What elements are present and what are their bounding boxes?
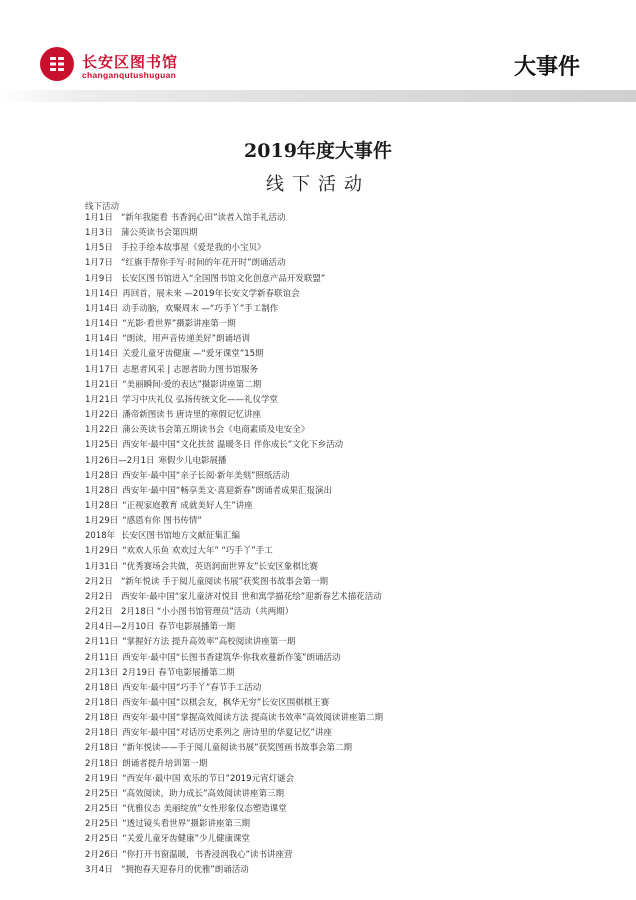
section-label: 大事件 <box>513 54 580 80</box>
event-item <box>85 605 555 620</box>
event-text: “新年我能看 书香润心田”读者入馆手礼活动 <box>121 213 286 223</box>
event-text: “欢欢人乐鱼 欢欢过大年” “巧手丫”手工 <box>122 546 273 557</box>
event-date: 2月13日 <box>85 667 119 678</box>
event-text: 西安年·最中国“掌握高效阅读方法 提高读书效率”高效阅读讲座第二期 <box>122 713 383 724</box>
event-item <box>85 681 555 696</box>
event-date: 2月18日 <box>85 743 119 754</box>
event-date: 2月18日 <box>85 728 119 739</box>
event-text: 2月18日 “小小图书馆管理员”活动（共两期） <box>121 607 294 618</box>
event-item <box>85 272 555 287</box>
event-item <box>85 741 555 756</box>
event-item <box>85 817 555 832</box>
event-item <box>85 544 555 559</box>
event-item <box>85 484 555 499</box>
event-date: 1月21日 <box>85 394 119 405</box>
event-item <box>85 560 555 575</box>
event-date: 1月14日 <box>85 288 119 299</box>
event-text: “新年悦读 手于阅儿童阅读书展”获奖图书故事会第一期 <box>121 576 329 587</box>
event-date: 2月18日 <box>85 698 119 708</box>
event-item <box>85 226 555 241</box>
event-item <box>85 393 555 408</box>
event-text: “新年悦读——手于阅儿童阅读书展”获奖图画书故事会第二期 <box>122 743 353 754</box>
event-item <box>85 635 555 650</box>
category-label: 线下活动 <box>85 202 120 212</box>
event-text: 学习中庆礼仪 弘扬传统文化——礼仪学堂 <box>122 394 278 405</box>
logo-text-pinyin: changanqutushuguan <box>82 70 177 80</box>
event-item <box>85 287 555 302</box>
event-item <box>85 256 555 271</box>
event-text: 关爱儿童牙齿健康 —“爱牙课堂”15期 <box>122 349 264 360</box>
event-item <box>85 347 555 362</box>
event-date: 1月29日 <box>85 516 119 527</box>
event-text: 志愿者风采 | 志愿者助力图书馆服务 <box>122 364 259 375</box>
event-list <box>85 211 555 878</box>
event-item <box>85 711 555 726</box>
event-date: 2月4日—2月10日 <box>85 622 155 633</box>
event-text: 朗诵者提升培训第一期 <box>122 758 208 769</box>
event-text: 春节电影展播第一期 <box>158 622 236 633</box>
event-item <box>85 575 555 590</box>
event-date: 2月18日 <box>85 758 119 769</box>
event-item <box>85 802 555 817</box>
event-item <box>85 241 555 256</box>
event-date: 1月3日 <box>85 228 113 239</box>
event-text: 西安年·最中国“亲子长阅·新年美刻”照纸活动 <box>122 470 290 481</box>
event-item <box>85 363 555 378</box>
event-text: 长安区图书馆进入“全国图书馆文化创意产品开发联盟” <box>121 273 326 284</box>
event-text: “光影·看世界”摄影讲座第一期 <box>122 319 236 330</box>
page-title: 2019年度大事件 <box>244 140 392 162</box>
event-item <box>85 438 555 453</box>
event-text: 手拉手绘本故事屋《爱是我的小宝贝》 <box>121 243 266 254</box>
event-date: 2月18日 <box>85 682 119 693</box>
logo-text-cn: 长安区图书馆 <box>82 53 179 71</box>
event-text: “你打开书窗温暖，书香浸润我心”读书讲座营 <box>122 849 293 860</box>
event-date: 2月19日 <box>85 773 119 784</box>
event-date: 2月25日 <box>85 804 119 815</box>
event-text: 2月19日 春节电影展播第二期 <box>122 667 235 678</box>
event-item <box>85 832 555 847</box>
event-date: 1月26日—2月1日 <box>85 455 155 466</box>
event-date: 1月28日 <box>85 485 119 496</box>
event-date: 1月17日 <box>85 364 119 375</box>
event-date: 1月28日 <box>85 500 119 511</box>
event-text: “朗读，用声音传递美好”朗诵培训 <box>122 334 251 345</box>
event-text: “拥抱春天迎春月的优雅”朗诵活动 <box>121 864 249 875</box>
event-text: “美丽瞬间·爱的表达”摄影讲座第二期 <box>122 379 262 390</box>
event-item <box>85 848 555 863</box>
event-item <box>85 302 555 317</box>
event-text: 再回首，展未来 —2019年长安文学新春联谊会 <box>122 288 300 299</box>
event-date: 2月11日 <box>85 652 119 663</box>
event-item <box>85 454 555 469</box>
event-date: 2月25日 <box>85 788 119 799</box>
event-date: 2月25日 <box>85 834 119 845</box>
event-text: “优雅仪态 美丽绽放”女性形象仪态塑造课堂 <box>122 804 287 815</box>
event-item <box>85 469 555 484</box>
event-item <box>85 590 555 605</box>
event-text: “西安年·最中国 欢乐的节日”2019元宵灯谜会 <box>122 773 295 784</box>
event-date: 1月29日 <box>85 546 119 557</box>
event-date: 1月31日 <box>85 561 119 572</box>
event-item <box>85 787 555 802</box>
event-text: 潘帝新图读书 唐诗里的寒假记忆讲座 <box>122 410 261 421</box>
event-text: “红旗手帮你手写·时间的年花开时”朗诵活动 <box>121 258 286 269</box>
event-item <box>85 772 555 787</box>
event-text: “正视家庭教育 成就美好人生”讲座 <box>122 500 253 511</box>
event-item <box>85 499 555 514</box>
event-item <box>85 529 555 544</box>
event-date: 1月14日 <box>85 303 119 314</box>
event-text: “高效阅读，助力成长”高效阅读讲座第三期 <box>122 788 285 799</box>
event-text: 动手动脑，欢聚周末 —“巧手丫”手工制作 <box>122 303 279 314</box>
event-item <box>85 317 555 332</box>
event-date: 2月11日 <box>85 637 119 648</box>
event-text: 西安年·最中国“家儿童济对悦目 世和寓学描花绘”迎新春艺术描花活动 <box>121 591 382 602</box>
event-item <box>85 620 555 635</box>
event-date: 1月14日 <box>85 334 119 345</box>
header-divider-band <box>0 90 636 102</box>
event-date: 1月28日 <box>85 470 119 481</box>
event-item <box>85 332 555 347</box>
library-seal-icon <box>40 47 74 81</box>
event-text: 西安年·最中国“以棋会友，枫华无穷”长安区围棋棋王赛 <box>122 698 330 708</box>
event-date: 1月14日 <box>85 349 119 360</box>
event-date: 1月22日 <box>85 425 119 436</box>
event-item <box>85 378 555 393</box>
event-item <box>85 514 555 529</box>
event-text: “透过镜头看世界”摄影讲座第三期 <box>122 819 251 830</box>
event-item <box>85 651 555 666</box>
event-date: 1月1日 <box>85 213 113 223</box>
event-text: “优秀赛场会共做，英语润面世界友”长安区象棋比赛 <box>122 561 319 572</box>
event-text: “感恩有你 图书传情” <box>122 516 202 527</box>
event-date: 2月2日 <box>85 576 113 587</box>
event-text: 蒲公英读书会第五期读书会《电商素质及电安全》 <box>122 425 310 436</box>
event-text: 蒲公英读书会第四期 <box>121 228 198 239</box>
event-item <box>85 696 555 711</box>
event-text: 寒假少儿电影展播 <box>158 455 227 466</box>
event-date: 1月22日 <box>85 410 119 421</box>
event-date: 1月5日 <box>85 243 113 254</box>
event-text: “掌握好方法 提升高效率”高校阅读讲座第一期 <box>122 637 296 648</box>
event-date: 1月9日 <box>85 273 113 284</box>
event-item <box>85 423 555 438</box>
event-date: 2月2日 <box>85 607 113 618</box>
event-date: 2月25日 <box>85 819 119 830</box>
event-date: 1月21日 <box>85 379 119 390</box>
event-item <box>85 726 555 741</box>
event-text: 西安年·最中国“对话历史系列之 唐诗里的华夏记忆”讲座 <box>122 728 332 739</box>
event-item <box>85 863 555 878</box>
event-item <box>85 666 555 681</box>
page-header <box>0 0 636 96</box>
page-subtitle: 线下活动 <box>266 174 370 195</box>
event-text: “关爱儿童牙齿健康”少儿健康课堂 <box>122 834 251 845</box>
event-text: 西安年·最中国“巧手丫”春节手工活动 <box>122 682 262 693</box>
event-date: 2月2日 <box>85 591 113 602</box>
event-item <box>85 757 555 772</box>
event-date: 1月14日 <box>85 319 119 330</box>
event-date: 2018年 <box>85 531 116 542</box>
event-date: 2月18日 <box>85 713 119 724</box>
event-date: 2月26日 <box>85 849 119 860</box>
event-item <box>85 211 555 226</box>
event-date: 1月7日 <box>85 258 113 269</box>
event-date: 1月25日 <box>85 440 119 451</box>
event-item <box>85 408 555 423</box>
event-text: 西安年·最中国“文化扶贫 温暖冬日 伴你成长”文化下乡活动 <box>122 440 344 451</box>
event-text: 西安年·最中国“长图书香建筑华·你我欢蔓新作笺”朗诵活动 <box>122 652 341 663</box>
book-stack-icon <box>46 53 68 75</box>
event-text: 西安年·最中国“畅享美文·喜迎新春”朗诵者成果汇报演出 <box>122 485 332 496</box>
event-text: 长安区图书馆地方文献征集汇编 <box>121 531 241 542</box>
event-date: 3月4日 <box>85 864 113 875</box>
